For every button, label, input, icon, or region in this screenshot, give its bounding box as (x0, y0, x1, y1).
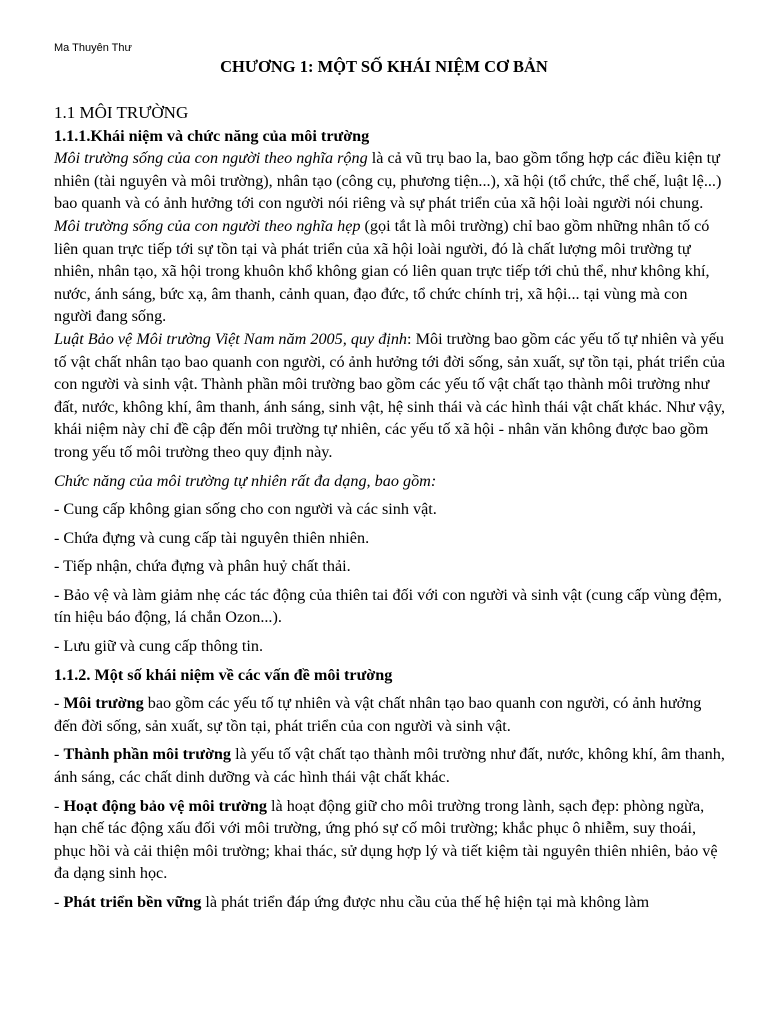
author-header: Ma Thuyên Thư (54, 42, 132, 54)
paragraph-text: : Môi trường bao gồm các yếu tố tự nhiên và yếu tố vật chất nhân tạo bao quanh con người, có ảnh hưởng tới đời sống, sản xuất, sự tồn tại, phát triển của con người và sinh vật. Thành phần môi trường bao gồm các yếu tố vật chất tạo thành môi trường như đất, nước, không khí, âm thanh, ánh sáng, sinh vật, hệ sinh thái và các hình thái vật chất khác. Như vậy, khái niệm này chỉ đề cập đến môi trường tự nhiên, các yếu tố xã hội - nhân văn không được bao gồm trong yếu tố môi trường theo quy định này. (54, 329, 726, 461)
concept-term: Hoạt động bảo vệ môi trường (63, 796, 267, 815)
function-item: - Chứa đựng và cung cấp tài nguyên thiên nhiên. (54, 528, 370, 547)
paragraph-text: là cả vũ trụ bao la, bao gồm tổng hợp các điều kiện tự nhiên (tài nguyên và môi trường), nhân tạo (công cụ, phương tiện...), xã hội (tổ chức, thể chế, luật lệ...) bao quanh và có ảnh hưởng tới con người nói riêng và sự phát triển của xã hội loài người nói chung. (54, 149, 722, 213)
paragraph-text: (gọi tắt là môi trường) chỉ bao gồm những nhân tố có liên quan trực tiếp tới sự tồn tại và phát triển của xã hội loài người, đó là chất lượng môi trường tự nhiên, nhân tạo, xã hội trong khuôn khổ không gian có liên quan trực tiếp tới chủ thể, như không khí, nước, ánh sáng, bức xạ, âm thanh, cảnh quan, đạo đức, tổ chức chính trị, xã hội... tại vùng mà con người đang sống. (54, 216, 710, 326)
concept-term: Phát triển bền vững (63, 893, 202, 911)
concept-item (54, 795, 728, 885)
concept-term: Thành phần môi trường (63, 745, 232, 764)
subsection-heading-1-1-2: 1.1.2. Một số khái niệm về các vấn đề môi trường (54, 665, 393, 684)
concept-text: là phát triển đáp ứng được nhu cầu của thế hệ hiện tại mà không làm (201, 893, 650, 911)
function-item: - Cung cấp không gian sống cho con người và các sinh vật. (54, 500, 437, 519)
concept-dash: - (54, 694, 64, 713)
function-item: - Tiếp nhận, chứa đựng và phân huỷ chất thải. (54, 557, 351, 576)
concept-item (54, 692, 728, 737)
concept-dash: - (54, 796, 64, 815)
concept-item (54, 891, 728, 914)
concept-term: Môi trường (63, 694, 144, 713)
paragraph-italic-lead: Môi trường sống của con người theo nghĩa hẹp (54, 216, 361, 235)
concept-text: là hoạt động giữ cho môi trường trong lành, sạch đẹp: phòng ngừa, hạn chế tác động xấu đối với môi trường, ứng phó sự cố môi trường; khắc phục ô nhiễm, suy thoái, phục hồi và cải thiện môi trường; khai thác, sử dụng hợp lý và tiết kiệm tài nguyên thiên nhiên, bảo vệ đa dạng sinh học. (54, 796, 718, 883)
paragraph-broad-definition (54, 147, 728, 215)
chapter-title: CHƯƠNG 1: MỘT SỐ KHÁI NIỆM CƠ BẢN (220, 57, 548, 76)
paragraph-law-definition (54, 328, 728, 464)
subsection-heading-1-1-1: 1.1.1.Khái niệm và chức năng của môi trường (54, 126, 370, 145)
concept-item (54, 743, 728, 788)
paragraph-italic-lead: Luật Bảo vệ Môi trường Việt Nam năm 2005, quy định (54, 329, 408, 348)
functions-intro (54, 470, 728, 493)
paragraph-italic-lead: Môi trường sống của con người theo nghĩa rộng (54, 149, 368, 168)
section-heading: 1.1 MÔI TRƯỜNG (54, 103, 189, 122)
document-body (54, 102, 728, 914)
concept-text: bao gồm các yếu tố tự nhiên và vật chất nhân tạo bao quanh con người, có ảnh hưởng đến đời sống, sản xuất, sự tồn tại, phát triển của con người và sinh vật. (54, 694, 702, 735)
concept-dash: - (54, 745, 64, 764)
function-item: - Lưu giữ và cung cấp thông tin. (54, 637, 264, 656)
concept-dash: - (54, 893, 64, 911)
concept-text: là yếu tố vật chất tạo thành môi trường như đất, nước, không khí, âm thanh, ánh sáng, các chất dinh dưỡng và các hình thái vật chất khác. (54, 745, 725, 787)
paragraph-narrow-definition (54, 215, 728, 328)
functions-intro-text: Chức năng của môi trường tự nhiên rất đa dạng, bao gồm: (54, 471, 437, 490)
function-item: - Bảo vệ và làm giảm nhẹ các tác động của thiên tai đối với con người và sinh vật (cung cấp vùng đệm, tín hiệu báo động, lá chắn Ozon...). (54, 585, 722, 627)
